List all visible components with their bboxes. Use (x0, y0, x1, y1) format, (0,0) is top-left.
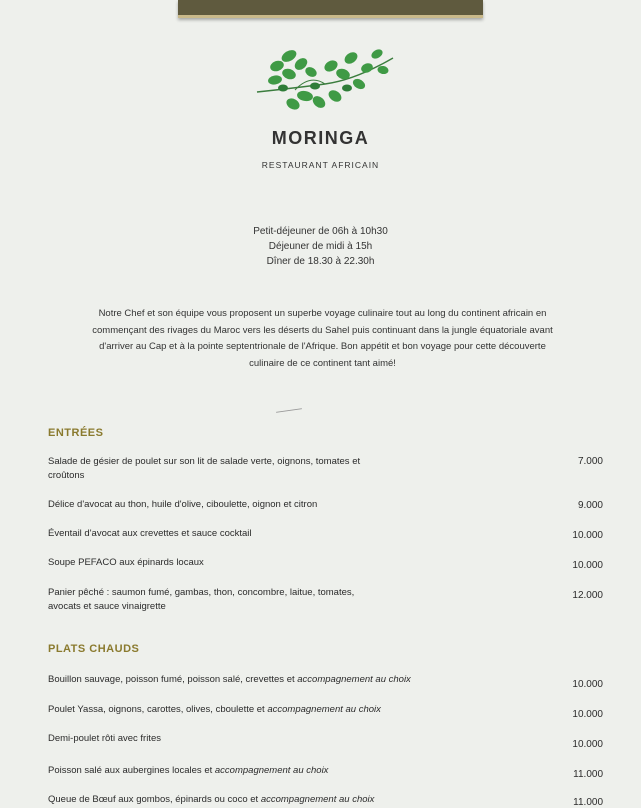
menu-item-price: 10.000 (572, 679, 603, 690)
menu-item: Soupe PEFACO aux épinards locaux (48, 557, 204, 568)
menu-item-text: Bouillon sauvage, poisson fumé, poisson salé, crevettes et (48, 674, 295, 685)
menu-item: Salade de gésier de poulet sur son lit de salade verte, oignons, tomates et croûtons (48, 456, 361, 481)
menu-item: Demi-poulet rôti avec frites (48, 733, 161, 744)
section-title-plats-chauds: PLATS CHAUDS (48, 643, 140, 655)
menu-item-price: 9.000 (577, 500, 603, 511)
intro-paragraph: Notre Chef et son équipe vous proposent un superbe voyage culinaire tout au long du continent africain en commençant des rivages du Maroc vers les déserts du Sahel puis continuant dans la jungle équatoriale avant d'arriver au Cap et à la pointe septentrionale de l'Afrique. Bon appétit et bon voyage pour cette découverte culinaire de ce continent tant aimé! (92, 308, 553, 369)
menu-item (48, 703, 498, 717)
menu-item: Éventail d'avocat aux crevettes et sauce cocktail (48, 528, 252, 539)
opening-hours (0, 224, 641, 269)
menu-item (48, 793, 498, 807)
moringa-leaf-logo-icon (255, 44, 395, 124)
menu-item-accompaniment: accompagnement au choix (267, 704, 381, 715)
restaurant-tagline: RESTAURANT AFRICAIN (261, 160, 380, 170)
menu-item-price: 12.000 (572, 590, 603, 601)
menu-item (48, 764, 498, 778)
section-title-entrees: ENTRÉES (48, 427, 104, 439)
menu-item-price: 10.000 (572, 709, 603, 720)
menu-item-text: Poisson salé aux aubergines locales et (48, 765, 213, 776)
hours-lunch: Déjeuner de midi à 15h (268, 241, 373, 252)
menu-item-text: Queue de Bœuf aux gombos, épinards ou coco et (48, 794, 259, 805)
menu-item-price: 10.000 (572, 530, 603, 541)
menu-item-text: Poulet Yassa, oignons, carottes, olives, cboulette et (48, 704, 265, 715)
menu-holder-clip (178, 0, 483, 18)
menu-item-price: 7.000 (577, 456, 603, 467)
menu-item-price: 10.000 (572, 739, 603, 750)
restaurant-name: MORINGA (271, 128, 370, 148)
menu-item-accompaniment: accompagnement au choix (297, 674, 411, 685)
menu-item-price: 11.000 (573, 769, 603, 780)
hours-breakfast: Petit-déjeuner de 06h à 10h30 (253, 226, 388, 237)
hours-dinner: Dîner de 18.30 à 22.30h (266, 256, 375, 267)
menu-item (48, 673, 498, 687)
menu-item-accompaniment: accompagnement au choix (260, 794, 375, 805)
menu-item-accompaniment: accompagnement au choix (214, 765, 329, 776)
menu-item: Délice d'avocat au thon, huile d'olive, ciboulette, oignon et citron (48, 499, 318, 510)
divider (276, 408, 302, 413)
menu-item-price: 10.000 (572, 560, 603, 571)
menu-item-price: 11.000 (573, 797, 603, 808)
menu-item: Panier pêché : saumon fumé, gambas, thon, concombre, laitue, tomates, avocats et sauce vinaigrette (48, 587, 355, 612)
